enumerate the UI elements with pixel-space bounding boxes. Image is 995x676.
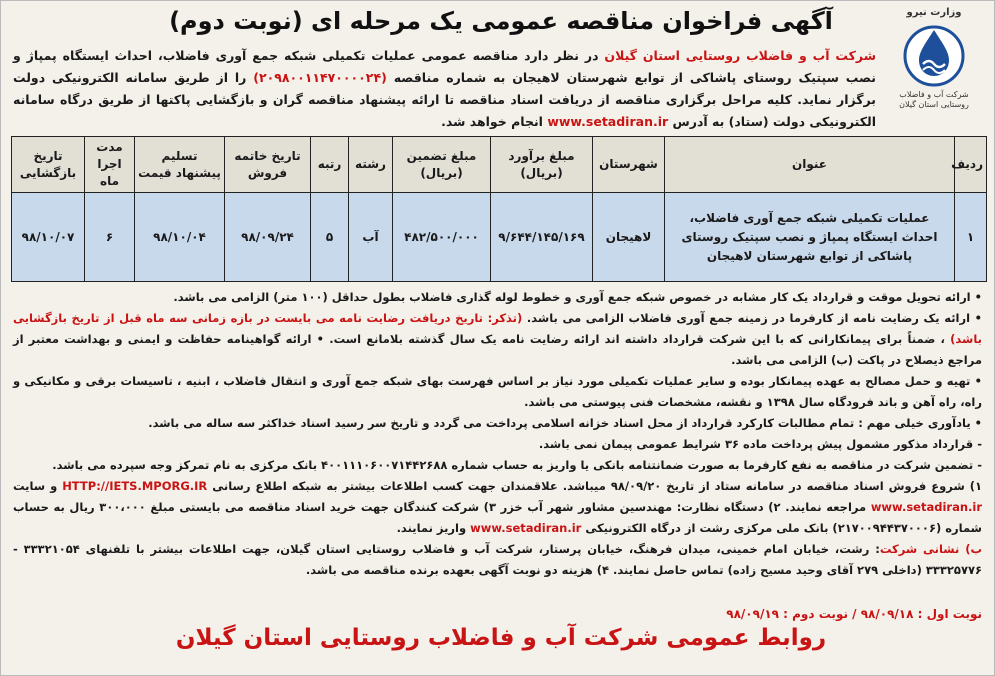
water-drop-logo-icon — [903, 20, 965, 88]
note-4-text: تهیه و حمل مصالح به عهده پیمانکار بوده و سایر عملیات تکمیلی مورد نیاز بر اساس فهرست بهای شبکه جمع آوری و انتقال فاضلاب ، ابنیه ، تاسیسات برقی و مکانیکی و راه، راه آهن و باند فرودگاه سال ۱۳۹۸ و نقشه، مشخصات فنی پیوستی می باشد. — [13, 374, 982, 409]
note-8-text-c: مراجعه نمایند. ۲) دستگاه نظارت: مهندسین مشاور شهر آب خزر ۳) شرکت کنندگان جهت خرید اسناد مناقصه می بایستی مبلغ ۳۰۰،۰۰۰ ریال به حساب شماره (۲۱۷۰۰۹۴۴۳۷۰۰۰۶) بانک ملی مرکزی رشت از درگاه الکترونیکی — [13, 500, 982, 535]
note-6-text: قرارداد مذکور مشمول پیش پرداخت ماده ۳۶ شرایط عمومی پیمان نمی باشد. — [538, 437, 974, 451]
cell-estimate: ۹/۶۴۴/۱۴۵/۱۶۹ — [491, 193, 593, 282]
address-label: ب) نشانی شرکت — [879, 542, 983, 556]
notes-section — [13, 287, 982, 581]
setad-link-3[interactable]: www.setadiran.ir — [470, 521, 582, 535]
cell-row-number: ۱ — [955, 193, 987, 282]
cell-sale-end: ۹۸/۰۹/۲۴ — [225, 193, 311, 282]
note-7: - تضمین شرکت در مناقصه به نفع کارفرما به صورت ضمانتنامه بانکی یا واریز به حساب شماره ۴۰۰۱۱۱۰۶۰۰۷۱۴۴۲۶۸۸ بانک مرکزی به نام تمرکز وجه سپرده می باشد. — [52, 458, 982, 472]
note-6: - قرارداد مذکور مشمول پیش پرداخت ماده ۳۶ شرایط عمومی پیمان نمی باشد. — [538, 437, 982, 451]
public-relations-signature: روابط عمومی شرکت آب و فاضلاب روستایی استان گیلان — [175, 625, 827, 651]
intro-company: شرکت آب و فاضلاب روستایی استان گیلان — [604, 48, 876, 63]
publication-dates: نوبت اول : ۹۸/۰۹/۱۸ / نوبت دوم : ۹۸/۰۹/۱۹ — [726, 607, 982, 621]
table-header-row — [12, 137, 987, 193]
note-3-text: ارائه گواهینامه حفاظت و ایمنی و بهداشت معتبر از مراجع ذیصلاح در پاکت (ب) الزامی می باشد. — [13, 332, 982, 367]
cell-guarantee: ۴۸۲/۵۰۰/۰۰۰ — [393, 193, 491, 282]
note-8-text-a: ۱) شروع فروش اسناد مناقصه در سامانه ستاد از تاریخ ۹۸/۰۹/۲۰ میباشد. علاقمندان جهت کسب اطلاعات بیشتر به شبکه اطلاع رسانی — [207, 479, 983, 493]
header-field: رشته — [349, 137, 393, 193]
tender-number: (۲۰۹۸۰۰۱۱۴۷۰۰۰۰۲۴) — [253, 70, 387, 85]
cell-city: لاهیجان — [593, 193, 665, 282]
ministry-label: وزارت نیرو — [906, 7, 962, 18]
table-row — [12, 193, 987, 282]
note-9 — [13, 539, 982, 581]
tender-table — [11, 136, 987, 282]
cell-field: آب — [349, 193, 393, 282]
cell-submit: ۹۸/۱۰/۰۴ — [135, 193, 225, 282]
iets-link[interactable]: HTTP://IETS.MPORG.IR — [62, 479, 208, 493]
note-8-text-d: واریز نمایند. — [396, 521, 471, 535]
cell-duration: ۶ — [85, 193, 135, 282]
header-grade: رتبه — [311, 137, 349, 193]
note-5-text: یادآوری خیلی مهم : تمام مطالبات کارکرد قرارداد از محل اسناد خزانه اسلامی پرداخت می گردد و تاریخ سر رسید اسناد خداکثر سه ساله می باشد. — [148, 416, 971, 430]
note-1: • ارائه تحویل موقت و قرارداد یک کار مشابه در خصوص شبکه جمع آوری و خطوط لوله گذاری فاضلاب بطول حداقل (۱۰۰ متر) الزامی می باشد. — [173, 290, 982, 304]
header-estimate: مبلغ برآورد (بریال) — [491, 137, 593, 193]
note-1-text: ارائه تحویل موقت و قرارداد یک کار مشابه در خصوص شبکه جمع آوری و خطوط لوله گذاری فاضلاب بطول حداقل (۱۰۰ متر) الزامی می باشد. — [173, 290, 971, 304]
note-7-text: تضمین شرکت در مناقصه به نفع کارفرما به صورت ضمانتنامه بانکی یا واریز به حساب شماره ۴۰۰۱۱۱۰۶۰۰۷۱۴۴۲۶۸۸ بانک مرکزی به نام تمرکز وجه سپرده می باشد. — [52, 458, 974, 472]
note-4: • تهیه و حمل مصالح به عهده پیمانکار بوده و سایر عملیات تکمیلی مورد نیاز بر اساس فهرست بهای شبکه جمع آوری و انتقال فاضلاب ، ابنیه ، تاسیسات برقی و مکانیکی و راه، راه آهن و باند فرودگاه سال ۱۳۹۸ و نقشه، مشخصات فنی پیوستی می باشد. — [13, 374, 982, 409]
header-row-number: ردیف — [955, 137, 987, 193]
page-title: آگهی فراخوان مناقصه عمومی یک مرحله ای (نوبت دوم) — [169, 7, 833, 35]
cell-subject: عملیات تکمیلی شبکه جمع آوری فاضلاب، احداث ایستگاه پمپاژ و نصب سپتیک روستای پاشاکی از توابع شهرستان لاهیجان — [665, 193, 955, 282]
address-text: : رشت، خیابان امام خمینی، میدان فرهنگ، خیابان پرستار، شرکت آب و فاضلاب روستایی استان گیلان، جهت اطلاعات بیشتر با تلفنهای ۳۳۳۲۱۰۵۴ - ۳۳۳۲۵۷۷۶ (داخلی ۲۷۹ آقای وحید مسیح زاده) تماس حاصل نمایند. ۴) هزینه دو نوبت آگهی بعهده برنده مناقصه می باشد. — [13, 542, 982, 577]
setad-link[interactable]: www.setadiran.ir — [547, 114, 669, 129]
intro-text-2: را از طریق سامانه الکترونیکی دولت برگزار نماید. کلیه مراحل برگزاری مناقصه از دریافت اسناد مناقصه تا ارائه پیشنهاد مناقصه گران و بازگشایی پاکتها از طریق درگاه سامانه الکترونیکی دولت (ستاد) به آدرس — [13, 70, 876, 129]
setad-link-2[interactable]: www.setadiran.ir — [870, 500, 982, 514]
header-duration: مدت اجرا ماه — [85, 137, 135, 193]
note-8-text-b: و سایت — [13, 479, 63, 493]
header-opening: تاریخ بازگشایی — [12, 137, 85, 193]
note-5: • یادآوری خیلی مهم : تمام مطالبات کارکرد قرارداد از محل اسناد خزانه اسلامی پرداخت می گردد و تاریخ سر رسید اسناد خداکثر سه ساله می باشد. — [148, 416, 982, 430]
intro-text-3: انجام خواهد شد. — [441, 114, 548, 129]
intro-paragraph — [13, 45, 876, 133]
cell-grade: ۵ — [311, 193, 349, 282]
note-2-text-a: ارائه یک رضایت نامه از کارفرما در زمینه جمع آوری فاضلاب الزامی می باشد. — [526, 311, 971, 325]
header-submit: تسلیم پیشنهاد قیمت — [135, 137, 225, 193]
header-guarantee: مبلغ تضمین (بریال) — [393, 137, 491, 193]
intro-text-1: در نظر دارد مناقصه عمومی عملیات تکمیلی شبکه جمع آوری فاضلاب، احداث ایستگاه پمپاژ و نصب سپتیک روستای پاشاکی از توابع شهرستان لاهیجان به شماره مناقصه — [13, 48, 877, 85]
cell-opening: ۹۸/۱۰/۰۷ — [12, 193, 85, 282]
company-logo — [884, 7, 984, 125]
note-2-warning: (تذکر: تاریخ دریافت رضایت نامه می بایست در بازه زمانی سه ماه قبل از تاریخ بازگشایی باشد) — [13, 311, 982, 346]
note-8 — [13, 476, 982, 539]
logo-company-name: شرکت آب و فاضلاب روستایی استان گیلان — [899, 90, 969, 109]
note-2-text-b: ، ضمناً برای پیمانکارانی که با این شرکت قرارداد داشته اند ارائه رضایت نامه یک سال گذشته بلامانع است. — [329, 332, 945, 346]
header-sale-end: تاریخ خاتمه فروش — [225, 137, 311, 193]
header-subject: عنوان — [665, 137, 955, 193]
header-city: شهرستان — [593, 137, 665, 193]
note-2: • ارائه یک رضایت نامه از کارفرما در زمینه جمع آوری فاضلاب الزامی می باشد. (تذکر: تاریخ دریافت رضایت نامه می بایست در بازه زمانی سه ماه قبل از تاریخ بازگشایی باشد) ، ضمناً برای پیمانکارانی که با این شرکت قرارداد داشته اند ارائه رضایت نامه یک سال گذشته بلامانع است. • ارائه گواهینامه حفاظت و ایمنی و بهداشت معتبر از مراجع ذیصلاح در پاکت (ب) الزامی می باشد. — [13, 311, 982, 367]
